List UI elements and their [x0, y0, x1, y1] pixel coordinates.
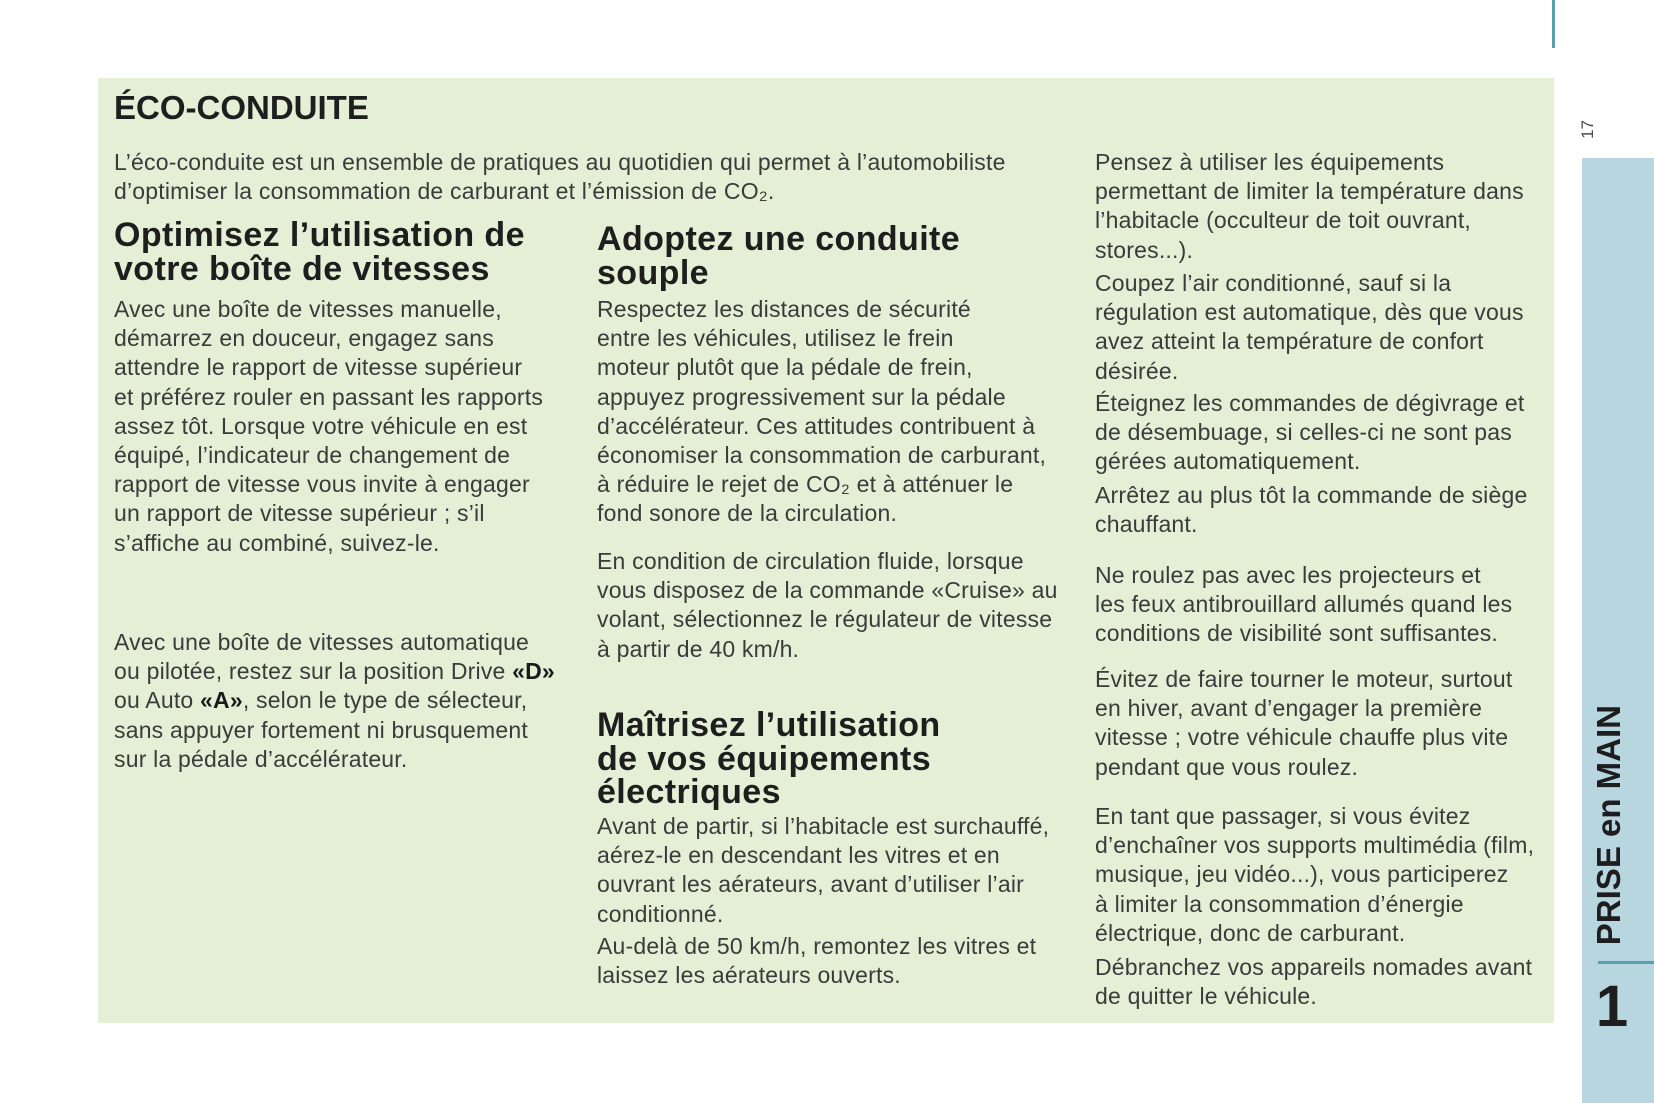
text-line: et préférez rouler en passant les rapports [114, 383, 544, 410]
bold-text: «A» [200, 687, 243, 714]
cruise-control-paragraph [597, 547, 1058, 664]
text-line: Adoptez une conduite [597, 220, 961, 258]
text-segment: , selon le type de sélecteur, [242, 687, 528, 714]
text-line: conditions de visibilité sont suffisantes. [1095, 620, 1499, 647]
top-accent-line [1552, 0, 1555, 48]
heated-seat-paragraph [1095, 481, 1527, 539]
smooth-driving-paragraph [597, 295, 1046, 529]
text-line: d’optimiser la consommation de carburant et l’émission de CO₂. [114, 178, 775, 205]
text-line: sur la pédale d’accélérateur. [114, 745, 408, 772]
text-line: L’éco-conduite est un ensemble de pratiques au quotidien qui permet à l’automobiliste [114, 149, 1006, 175]
text-line: d’accélérateur. Ces attitudes contribuent à [597, 412, 1036, 439]
manual-gearbox-paragraph [114, 295, 543, 558]
text-line: Coupez l’air conditionné, sauf si la [1095, 270, 1452, 296]
text-line: sans appuyer fortement ni brusquement [114, 716, 528, 743]
text-line: aérez-le en descendant les vitres et en [597, 842, 1000, 869]
text-line: un rapport de vitesse supérieur ; s’il [114, 500, 485, 527]
text-line: de désembuage, si celles-ci ne sont pas [1095, 419, 1512, 446]
text-line: laissez les aérateurs ouverts. [597, 962, 901, 989]
text-line: rapport de vitesse vous invite à engager [114, 471, 530, 498]
text-line: Maîtrisez l’utilisation [597, 706, 941, 744]
text-line: gérées automatiquement. [1095, 448, 1361, 475]
text-line: régulation est automatique, dès que vous [1095, 299, 1524, 326]
text-line: s’affiche au combiné, suivez-le. [114, 529, 440, 556]
devices-paragraph [1095, 953, 1532, 1011]
text-line: électrique, donc de carburant. [1095, 919, 1406, 946]
text-line: Ne roulez pas avec les projecteurs et [1095, 562, 1481, 588]
text-line: Optimisez l’utilisation de [114, 216, 525, 254]
text-line: conditionné. [597, 900, 724, 927]
smooth-driving-heading [597, 220, 961, 292]
multimedia-paragraph [1095, 802, 1534, 948]
text-line: Au-delà de 50 km/h, remontez les vitres et [597, 933, 1037, 959]
text-line: pendant que vous roulez. [1095, 753, 1359, 780]
text-line: équipé, l’indicateur de changement de [114, 442, 511, 469]
text-line: d’enchaîner vos supports multimédia (film, [1095, 832, 1535, 859]
text-line: moteur plutôt que la pédale de frein, [597, 354, 973, 381]
chapter-divider-line [1598, 961, 1654, 964]
equipment-paragraph [1095, 148, 1524, 265]
bold-text: «D» [512, 658, 555, 685]
text-line: à partir de 40 km/h. [597, 635, 800, 662]
text-line: les feux antibrouillard allumés quand les [1095, 591, 1513, 618]
text-line: attendre le rapport de vitesse supérieur [114, 354, 523, 381]
text-line: chauffant. [1095, 511, 1198, 538]
text-line: vous disposez de la commande «Cruise» au [597, 577, 1058, 604]
text-line: stores...). [1095, 236, 1194, 263]
text-line: souple [597, 253, 709, 292]
text-line: votre boîte de vitesses [114, 249, 490, 288]
chapter-title: PRISE en MAIN [1590, 705, 1627, 946]
text-line: Évitez de faire tourner le moteur, surtout [1095, 666, 1513, 692]
text-line: démarrez en douceur, engagez sans [114, 325, 494, 352]
text-segment: ou pilotée, restez sur la position Drive [114, 658, 513, 685]
automatic-gearbox-paragraph [114, 628, 555, 774]
text-line: de quitter le véhicule. [1095, 983, 1317, 1010]
text-line [114, 657, 555, 686]
text-line: Éteignez les commandes de dégivrage et [1095, 390, 1525, 416]
text-line [114, 686, 555, 715]
text-line: l’habitacle (occulteur de toit ouvrant, [1095, 207, 1472, 234]
text-line: En condition de circulation fluide, lorsque [597, 548, 1024, 574]
text-line: à limiter la consommation d’énergie [1095, 890, 1464, 917]
text-line: de vos équipements [597, 739, 932, 778]
text-line: en hiver, avant d’engager la première [1095, 695, 1483, 722]
text-line: Arrêtez au plus tôt la commande de siège [1095, 482, 1528, 508]
idling-paragraph [1095, 665, 1513, 782]
text-line: Avant de partir, si l’habitacle est surchauffé, [597, 813, 1050, 839]
text-line: musique, jeu vidéo...), vous participerez [1095, 861, 1509, 888]
text-line: fond sonore de la circulation. [597, 500, 898, 527]
chapter-number: 1 [1595, 974, 1629, 1039]
text-line: Respectez les distances de sécurité [597, 296, 971, 322]
text-line: En tant que passager, si vous évitez [1095, 803, 1471, 829]
gearbox-heading [114, 216, 525, 288]
text-line: ouvrant les aérateurs, avant d’utiliser l’air [597, 871, 1025, 898]
text-line: permettant de limiter la température dans [1095, 178, 1524, 205]
text-line: à réduire le rejet de CO₂ et à atténuer le [597, 471, 1014, 498]
text-line: appuyez progressivement sur la pédale [597, 383, 1006, 410]
text-line: vitesse ; votre véhicule chauffe plus vite [1095, 724, 1509, 751]
text-segment: ou Auto [114, 687, 201, 714]
demisting-paragraph [1095, 389, 1525, 477]
text-line: assez tôt. Lorsque votre véhicule en est [114, 412, 528, 439]
windows-speed-paragraph [597, 932, 1036, 990]
text-line: Débranchez vos appareils nomades avant [1095, 954, 1533, 980]
text-line: avez atteint la température de confort [1095, 328, 1484, 355]
text-line: Avec une boîte de vitesses automatique [114, 629, 530, 655]
text-line: Avec une boîte de vitesses manuelle, [114, 296, 502, 322]
text-line: volant, sélectionnez le régulateur de vitesse [597, 606, 1053, 633]
text-line: électriques [597, 773, 781, 811]
intro-paragraph [114, 148, 1006, 206]
lights-paragraph [1095, 561, 1512, 649]
page-number: 17 [1578, 120, 1597, 139]
text-line: économiser la consommation de carburant, [597, 442, 1047, 469]
air-conditioning-paragraph [1095, 269, 1524, 386]
text-line: désirée. [1095, 357, 1179, 384]
overheated-cabin-paragraph [597, 812, 1049, 929]
text-line: Pensez à utiliser les équipements [1095, 149, 1445, 175]
section-title: ÉCO-CONDUITE [114, 89, 369, 126]
text-line: entre les véhicules, utilisez le frein [597, 325, 954, 352]
electrical-equipment-heading [597, 706, 941, 811]
